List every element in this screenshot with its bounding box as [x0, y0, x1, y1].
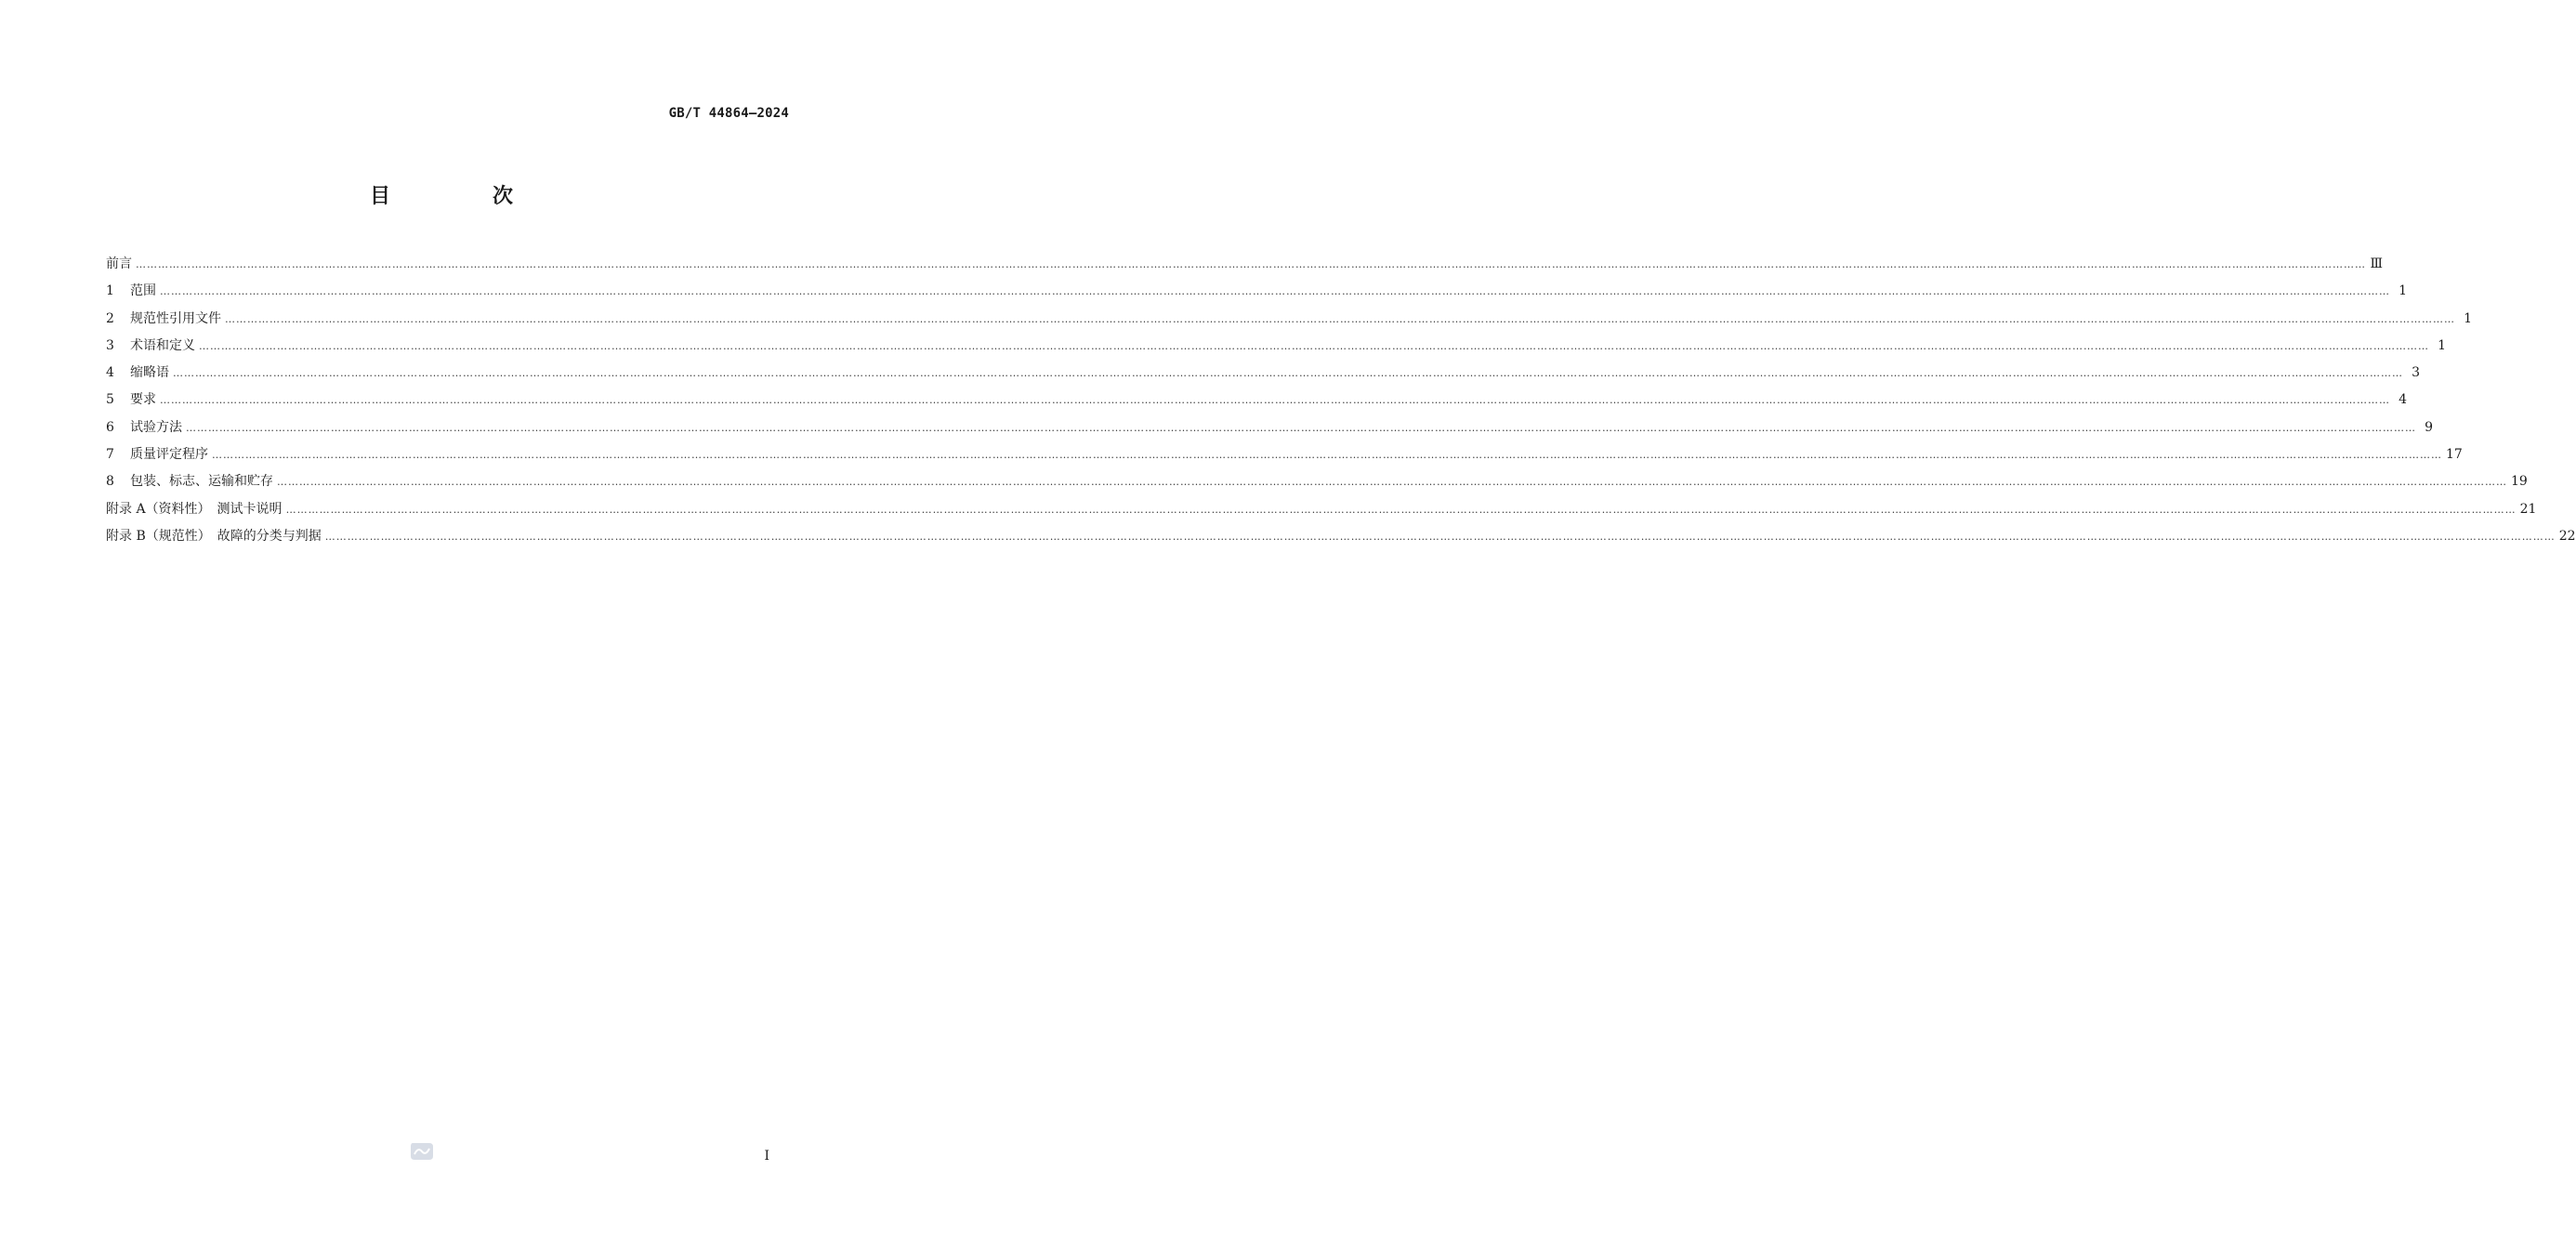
toc-entry[interactable] [106, 387, 2407, 414]
toc-entry-page: 1 [2399, 283, 2407, 299]
toc-dot-leader: …………………………………………………………………………………………………………………………………………………………………………………………………………………………………………………………………………………………………………………………………………………………………………………………………………………………………………………………………………………………………………………………………………………… [199, 339, 2429, 352]
toc-entry[interactable] [106, 496, 2537, 523]
toc-entry[interactable] [106, 251, 2383, 278]
toc-entry-number: 4 [106, 365, 114, 381]
toc-entry-number: 8 [106, 474, 114, 490]
toc-entry-number: 3 [106, 337, 114, 353]
toc-dot-leader: …………………………………………………………………………………………………………………………………………………………………………………………………………………………………………………………………………………………………………………………………………………………………………………………………………………………………………………………………………………………………………………………………………………… [136, 258, 2366, 270]
toc-entry-label: 包装、标志、运输和贮存 [130, 474, 273, 490]
toc-entry-label: 前言 [106, 256, 132, 271]
toc-entry[interactable] [106, 441, 2463, 468]
toc-entry-number: 1 [106, 283, 114, 299]
toc-entry-label: 术语和定义 [130, 337, 195, 353]
page-title: 目 次 [369, 185, 554, 208]
toc-entry[interactable] [106, 468, 2528, 495]
toc-entry-page: 19 [2511, 474, 2528, 490]
toc-entry-page: 21 [2519, 501, 2537, 517]
toc-entry-label: 质量评定程序 [130, 447, 208, 463]
toc-dot-leader: …………………………………………………………………………………………………………………………………………………………………………………………………………………………………………………………………………………………………………………………………………………………………………………………………………………………………………………………………………………………………………………………………………………… [285, 503, 2517, 516]
toc-entry-page: 4 [2399, 392, 2407, 408]
toc-dot-leader: …………………………………………………………………………………………………………………………………………………………………………………………………………………………………………………………………………………………………………………………………………………………………………………………………………………………………………………………………………………………………………………………………………………… [212, 449, 2442, 462]
toc-entry-label: 附录 B（规范性） 故障的分类与判据 [106, 528, 322, 544]
toc-entry[interactable] [106, 360, 2420, 387]
toc-entry-number: 6 [106, 419, 114, 435]
toc-entry-page: Ⅲ [2370, 256, 2383, 271]
toc-entry-page: 1 [2464, 310, 2472, 326]
page-number: Ⅰ [764, 1149, 769, 1164]
toc-entry-page: 9 [2425, 419, 2433, 435]
toc-entry[interactable] [106, 278, 2407, 305]
toc-entry-label: 缩略语 [130, 365, 169, 381]
toc-entry[interactable] [106, 333, 2446, 360]
toc-entry[interactable] [106, 306, 2472, 333]
toc-entry-page: 1 [2438, 337, 2446, 353]
toc-dot-leader: …………………………………………………………………………………………………………………………………………………………………………………………………………………………………………………………………………………………………………………………………………………………………………………………………………………………………………………………………………………………………………………………………………………… [324, 530, 2556, 543]
toc-entry-number: 2 [106, 310, 114, 326]
table-of-contents [106, 251, 2576, 550]
toc-entry-page: 17 [2446, 447, 2463, 463]
standard-number: GB/T 44864—2024 [668, 106, 789, 121]
toc-dot-leader: …………………………………………………………………………………………………………………………………………………………………………………………………………………………………………………………………………………………………………………………………………………………………………………………………………………………………………………………………………………………………………………………………………………… [225, 312, 2455, 325]
toc-entry-label: 要求 [130, 392, 156, 408]
toc-dot-leader: …………………………………………………………………………………………………………………………………………………………………………………………………………………………………………………………………………………………………………………………………………………………………………………………………………………………………………………………………………………………………………………………………………………… [160, 285, 2390, 298]
toc-entry-label: 规范性引用文件 [130, 310, 221, 326]
toc-entry[interactable] [106, 523, 2576, 550]
toc-dot-leader: …………………………………………………………………………………………………………………………………………………………………………………………………………………………………………………………………………………………………………………………………………………………………………………………………………………………………………………………………………………………………………………………………………………… [173, 367, 2403, 380]
toc-entry-number: 7 [106, 447, 114, 463]
toc-entry-page: 22 [2558, 528, 2576, 544]
toc-entry[interactable] [106, 414, 2433, 441]
sac-logo-icon [410, 1141, 434, 1162]
toc-dot-leader: …………………………………………………………………………………………………………………………………………………………………………………………………………………………………………………………………………………………………………………………………………………………………………………………………………………………………………………………………………………………………………………………………………………… [160, 394, 2390, 407]
toc-entry-number: 5 [106, 392, 114, 408]
toc-entry-label: 附录 A（资料性） 测试卡说明 [106, 501, 283, 517]
toc-entry-label: 范围 [130, 283, 156, 299]
toc-entry-page: 3 [2412, 365, 2420, 381]
toc-dot-leader: …………………………………………………………………………………………………………………………………………………………………………………………………………………………………………………………………………………………………………………………………………………………………………………………………………………………………………………………………………………………………………………………………………………… [186, 421, 2416, 434]
toc-dot-leader: …………………………………………………………………………………………………………………………………………………………………………………………………………………………………………………………………………………………………………………………………………………………………………………………………………………………………………………………………………………………………………………………………………………… [277, 476, 2507, 489]
toc-entry-label: 试验方法 [130, 419, 182, 435]
